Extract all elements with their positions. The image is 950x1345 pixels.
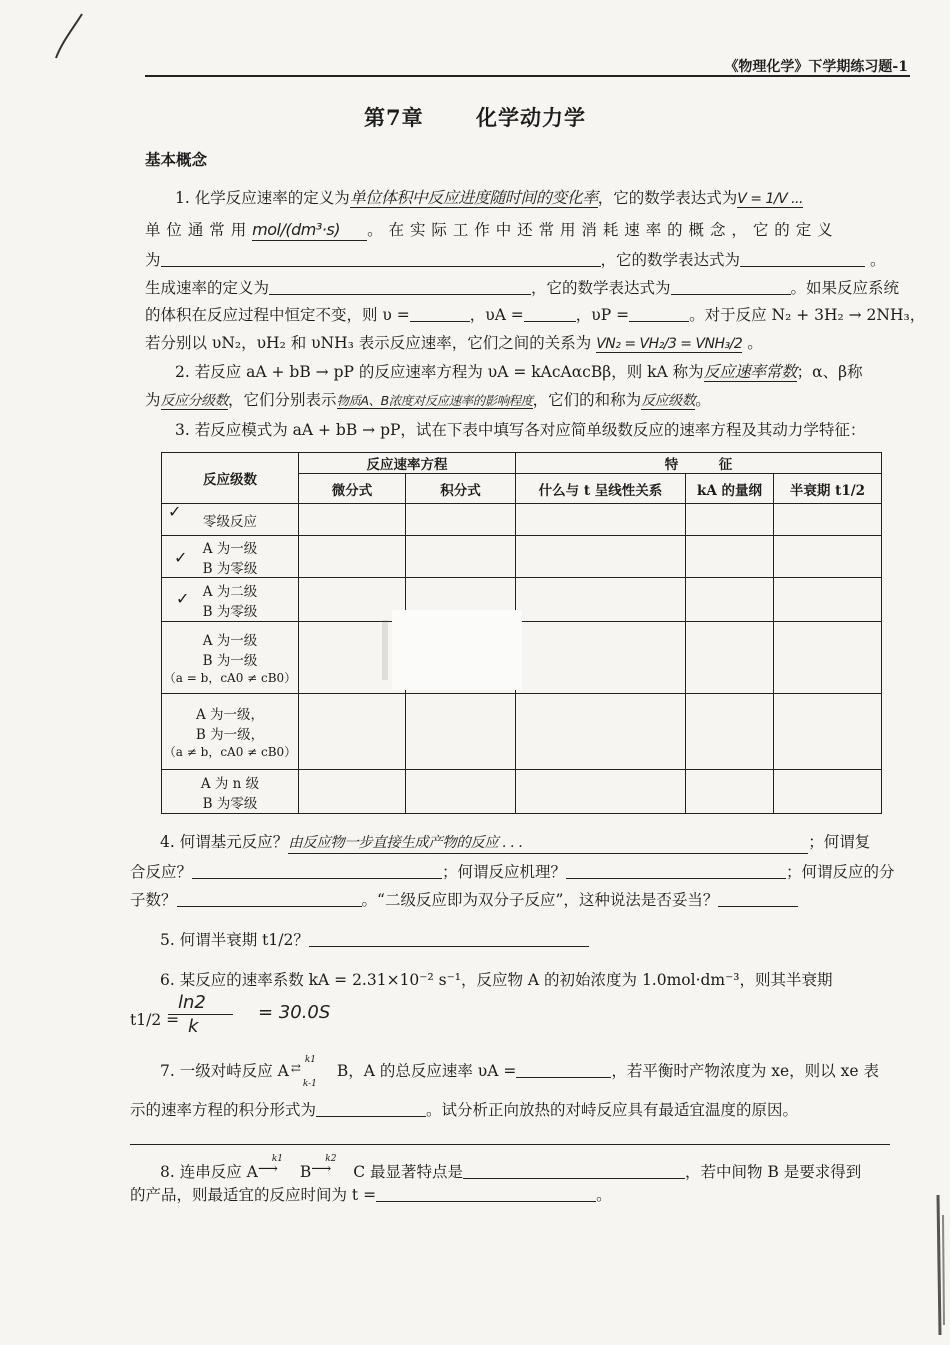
q7-k-1-label: k-1 xyxy=(302,1079,317,1089)
q1-line4 xyxy=(145,278,899,298)
cell-unit[interactable] xyxy=(686,770,774,814)
table-header-half-life: 半衰期 t1/2 xyxy=(774,474,882,504)
cell-integral[interactable] xyxy=(406,694,516,770)
q7-prompt: 7. 一级对峙反应 A xyxy=(160,1062,289,1080)
row-order-line2: B 为一级， xyxy=(195,727,265,743)
q6-fraction-bar xyxy=(168,1014,233,1015)
row-order-line1: A 为 n 级 xyxy=(200,775,260,792)
cell-unit[interactable] xyxy=(686,578,774,622)
q4-mechanism-prompt: ；何谓反应机理？ xyxy=(442,863,567,881)
cell-differential[interactable] xyxy=(299,536,406,578)
cell-linear[interactable] xyxy=(516,694,686,770)
check-mark: ✓ xyxy=(168,502,182,521)
q1-handwritten-relation: VN₂ = VH₂/3 = VNH₃/2 xyxy=(596,336,743,352)
cell-unit[interactable] xyxy=(686,504,774,536)
chapter-topic: 化学动力学 xyxy=(475,105,586,130)
q1-handwritten-unit: mol/(dm³·s) xyxy=(252,220,367,241)
q8-b-label: B xyxy=(299,1163,312,1181)
q4-handwritten-answer: 由反应物一步直接生成产物的反应 . . . xyxy=(288,833,808,854)
q4-prompt: 4. 何谓基元反应？ xyxy=(160,833,289,851)
q7-integral-blank[interactable] xyxy=(316,1100,426,1117)
q2-meaning-prompt: ，它们分别表示 xyxy=(228,391,337,409)
cell-half-life[interactable] xyxy=(774,578,882,622)
q8-long-arrow-1: ⟶ xyxy=(257,1161,278,1177)
q4-molecularity-blank[interactable] xyxy=(177,890,362,907)
q2-handwritten-partial-order: 反应分级数 xyxy=(160,393,229,409)
q6-handwritten-result: = 30.0S xyxy=(258,1002,331,1023)
q7-rate-prompt: B，A 的总反应速率 υA = xyxy=(336,1062,517,1080)
q2-sum-prompt: ，它们的和称为 xyxy=(532,391,642,409)
q8-time-blank[interactable] xyxy=(376,1185,596,1202)
q1-generation-expression-blank[interactable] xyxy=(671,278,791,295)
row-order-line2: B 为零级 xyxy=(202,795,258,812)
chapter-number: 第7章 xyxy=(364,105,424,130)
table-header-unit: kA 的量纲 xyxy=(686,474,774,504)
cell-unit[interactable] xyxy=(686,622,774,694)
q8-line2 xyxy=(130,1185,612,1205)
cell-differential[interactable] xyxy=(299,694,406,770)
q8-period: 。 xyxy=(596,1186,612,1204)
q4-line1 xyxy=(160,832,870,854)
q2-handwritten-rate-constant: 反应速率常数 xyxy=(703,362,797,381)
q2-alpha-beta-prompt: ；α、β称 xyxy=(796,363,863,381)
q7-k1-label: k1 xyxy=(304,1055,317,1065)
check-mark: ✓ xyxy=(174,548,188,567)
q8-k1-label: k1 xyxy=(271,1154,284,1164)
q8-arrow-2 xyxy=(311,1154,353,1177)
q1-line2 xyxy=(145,220,833,241)
cell-half-life[interactable] xyxy=(774,622,882,694)
row-order-line1: A 为一级 xyxy=(202,540,258,557)
q6-line1: 6. 某反应的速率系数 kA = 2.31×10⁻² s⁻¹，反应物 A 的初始浓度为 1.0mol·dm⁻³，则其半衰期 xyxy=(160,971,833,989)
scan-smudge xyxy=(382,620,388,680)
q7-temperature-prompt: 。试分析正向放热的对峙反应具有最适宜温度的原因。 xyxy=(426,1101,799,1119)
q1-handwritten-expression: V = 1/V ... xyxy=(737,191,803,207)
cell-differential[interactable] xyxy=(299,622,406,694)
q2-handwritten-meaning: 物质A、B浓度对反应速率的影响程度 xyxy=(336,393,533,408)
q1-line5 xyxy=(145,305,925,325)
q1-reaction-prompt: 。对于反应 N₂ + 3H₂ → 2NH₃， xyxy=(689,306,926,324)
q2-handwritten-total-order: 反应级数 xyxy=(641,393,696,409)
cell-half-life[interactable] xyxy=(774,536,882,578)
check-mark: ✓ xyxy=(176,589,190,608)
q2-line1 xyxy=(175,362,863,382)
row-order-label xyxy=(162,694,299,770)
q2-period: 。 xyxy=(695,391,711,409)
cell-linear[interactable] xyxy=(516,504,686,536)
q2-line2 xyxy=(145,390,711,411)
q7-double-arrow: ⇄ xyxy=(290,1061,301,1075)
q1-vp-prompt: ，υP = xyxy=(575,306,630,324)
section-heading: 基本概念 xyxy=(145,150,208,169)
q6-line2 xyxy=(130,1010,179,1030)
q1-consumption-expression-prompt: ，它的数学表达式为 xyxy=(600,251,741,269)
q1-constant-volume-prompt: 。如果反应系统 xyxy=(790,279,900,297)
row-order-line1: 零级反应 xyxy=(203,513,257,530)
table-header-order: 反应级数 xyxy=(162,453,299,504)
q1-v-prompt: 的体积在反应过程中恒定不变，则 υ = xyxy=(145,306,410,324)
q1-line1 xyxy=(175,188,803,209)
q1-relation-prompt: 若分别以 υN₂，υH₂ 和 υNH₃ 表示反应速率，它们之间的关系为 xyxy=(145,334,592,352)
q1-consumption-definition-blank[interactable] xyxy=(161,250,601,267)
q1-expression-prompt: ，它的数学表达式为 xyxy=(597,189,738,207)
q3-prompt: 3. 若反应模式为 aA + bB → pP，试在下表中填写各对应简单级数反应的速率方程及其动力学特征： xyxy=(175,421,866,439)
q8-product-prompt: ，若中间物 B 是要求得到 xyxy=(685,1163,862,1181)
cell-integral[interactable] xyxy=(406,536,516,578)
cell-unit[interactable] xyxy=(686,694,774,770)
table-header-rate-equation: 反应速率方程 xyxy=(299,453,516,474)
q4-second-order-prompt: 。“二级反应即为双分子反应”，这种说法是否妥当？ xyxy=(361,891,719,909)
q8-time-prompt: 的产品，则最适宜的反应时间为 t = xyxy=(130,1186,377,1204)
row-order-label xyxy=(162,504,299,536)
q8-k2-label: k2 xyxy=(325,1154,337,1164)
q8-prompt: 8. 连串反应 A xyxy=(160,1163,258,1181)
page-title xyxy=(0,102,950,132)
erased-patch xyxy=(392,610,522,690)
q7-line1 xyxy=(160,1055,879,1089)
row-order-line3: （a ≠ b，cA0 ≠ cB0） xyxy=(163,745,297,759)
row-order-line1: A 为二级 xyxy=(202,583,258,600)
cell-integral[interactable] xyxy=(406,504,516,536)
q1-generation-definition-blank[interactable] xyxy=(269,278,531,295)
q1-unit-prompt: 单 位 通 常 用 xyxy=(145,221,247,239)
q1-for-label: 为 xyxy=(145,251,161,269)
row-order-label xyxy=(162,770,299,814)
table-row xyxy=(162,536,882,578)
q1-prompt: 1. 化学反应速率的定义为 xyxy=(175,189,350,207)
q1-line6: 若分别以 υN₂，υH₂ 和 υNH₃ 表示反应速率，它们之间的关系为 VN₂ = VH₂/3 = VNH₃/2 。 xyxy=(145,334,763,352)
q5-line xyxy=(160,930,589,950)
q5-half-life-blank[interactable] xyxy=(309,930,589,947)
q1-va-prompt: ，υA = xyxy=(469,306,524,324)
cell-differential[interactable] xyxy=(299,770,406,814)
q8-arrow-1 xyxy=(257,1154,300,1177)
q7-rate-blank[interactable] xyxy=(516,1061,611,1078)
header-rule xyxy=(145,75,910,77)
cell-half-life[interactable] xyxy=(774,504,882,536)
q7-equilibrium-prompt: ，若平衡时产物浓度为 xe，则以 xe 表 xyxy=(611,1062,879,1080)
q4-second-order-blank[interactable] xyxy=(718,890,798,907)
q1-vp-blank[interactable] xyxy=(629,305,689,322)
table-row xyxy=(162,694,882,770)
q1-v-blank[interactable] xyxy=(410,305,470,322)
q8-long-arrow-2: ⟶ xyxy=(311,1161,332,1177)
q8-line1 xyxy=(160,1154,862,1182)
cell-unit[interactable] xyxy=(686,536,774,578)
pen-stroke-mark xyxy=(0,0,100,80)
row-order-line1: A 为一级， xyxy=(195,707,265,723)
q5-prompt: 5. 何谓半衰期 t1/2？ xyxy=(160,931,309,949)
row-order-line2: B 为零级 xyxy=(202,603,258,620)
q1-consumption-expression-blank[interactable] xyxy=(740,250,865,267)
q7-integral-prompt: 示的速率方程的积分形式为 xyxy=(130,1101,317,1119)
cell-linear[interactable] xyxy=(516,622,686,694)
q7-answer-line[interactable] xyxy=(130,1128,890,1145)
cell-half-life[interactable] xyxy=(774,694,882,770)
q2-for-label: 为 xyxy=(145,391,161,409)
cell-linear[interactable] xyxy=(516,578,686,622)
q1-consumption-prompt: 。 在 实 际 工 作 中 还 常 用 消 耗 速 率 的 概 念 ， 它 的 定 义 xyxy=(367,221,834,239)
table-header-features: 特 征 xyxy=(516,453,882,474)
q2-prompt: 2. 若反应 aA + bB → pP 的反应速率方程为 υA = kAcAαcBβ，则 kA 称为 xyxy=(175,363,704,381)
q1-generation-expression-prompt: ，它的数学表达式为 xyxy=(531,279,671,297)
cell-differential[interactable] xyxy=(299,504,406,536)
q7-line2 xyxy=(130,1100,798,1120)
q7-equilibrium-arrow xyxy=(289,1055,337,1089)
q6-handwritten-numerator: ln2 xyxy=(178,992,206,1013)
q6-handwritten-denominator: k xyxy=(188,1016,199,1037)
row-order-label xyxy=(162,622,299,694)
row-order-line1: A 为一级 xyxy=(202,633,258,649)
row-order-line2: B 为一级 xyxy=(202,653,258,669)
q8-feature-blank[interactable] xyxy=(463,1162,685,1179)
table-header-linear: 什么与 t 呈线性关系 xyxy=(516,474,686,504)
cell-half-life[interactable] xyxy=(774,770,882,814)
q4-line3 xyxy=(130,890,798,910)
table-row xyxy=(162,770,882,814)
q1-line3: 为 ，它的数学表达式为 。 xyxy=(145,251,886,269)
q4-composite-prompt: ；何谓复 xyxy=(808,833,871,851)
q4-mechanism-blank[interactable] xyxy=(566,862,786,879)
row-order-line3: （a = b，cA0 ≠ cB0） xyxy=(163,671,297,685)
table-header-differential: 微分式 xyxy=(299,474,406,504)
table-header-integral: 积分式 xyxy=(406,474,516,504)
q4-composite-blank[interactable] xyxy=(192,862,442,879)
q4-molecularity-prompt: ；何谓反应的分 xyxy=(786,863,895,881)
table-row xyxy=(162,504,882,536)
header-course-title: 《物理化学》下学期练习题-1 xyxy=(724,59,908,75)
cell-integral[interactable] xyxy=(406,770,516,814)
cell-linear[interactable] xyxy=(516,536,686,578)
row-order-line2: B 为零级 xyxy=(202,560,258,577)
q4-molecularity-label: 子数？ xyxy=(130,891,177,909)
q6-half-life-prompt: t1/2 = xyxy=(130,1011,180,1029)
cell-linear[interactable] xyxy=(516,770,686,814)
q1-va-blank[interactable] xyxy=(524,305,576,322)
scan-edge-mark xyxy=(910,1185,950,1345)
q4-line2 xyxy=(130,862,895,882)
q1-handwritten-definition: 单位体积中反应进度随时间的变化率 xyxy=(349,188,598,207)
cell-differential[interactable] xyxy=(299,578,406,622)
q8-feature-prompt: C 最显著特点是 xyxy=(353,1163,464,1181)
q1-generation-prompt: 生成速率的定义为 xyxy=(145,279,270,297)
q4-composite-label: 合反应？ xyxy=(130,863,193,881)
